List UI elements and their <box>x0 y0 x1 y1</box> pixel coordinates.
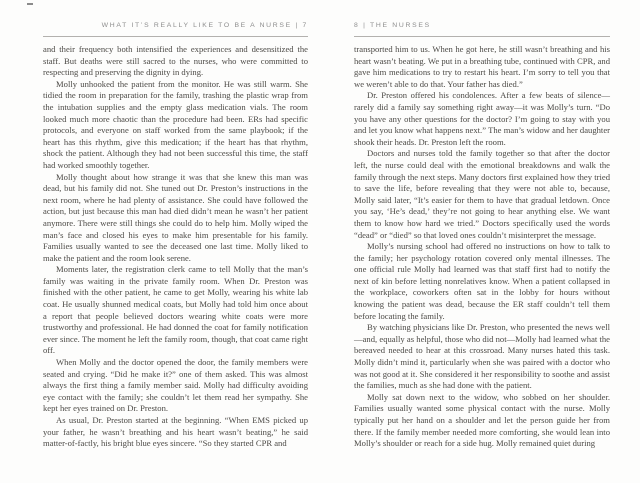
paragraph: transported him to us. When he got here, he still wasn’t breathing and his heart wasn’t beating. We put in a breathing tube, continued with CPR, and gave him medications to try to restart his heart. I’m sorry to tell you that we weren’t able to do that. Your father has died.” <box>354 44 610 89</box>
right-running-header <box>354 21 610 37</box>
paragraph: When Molly and the doctor opened the door, the family members were seated and crying. “Did he make it?” one of them asked. This was almost always the first thing a family member said. Molly had difficulty avoiding eye contact with the family; she couldn’t let them read her sympathy. She kept her eyes trained on Dr. Preston. <box>43 357 308 414</box>
left-running-header-text: WHAT IT’S REALLY LIKE TO BE A NURSE | 7 <box>101 22 308 29</box>
paragraph: Doctors and nurses told the family together so that after the doctor left, the nurse could deal with the emotional breakdowns and walk the family through the next steps. Many doctors first explained how they tried to save the life, before revealing that they were not able to, because, Molly said later, “It’s easier for them to have that gradual letdown. Once you say, ‘He’s dead,’ they’re not going to hear anything else. We want them to know how hard we tried.” Doctors specifically used the words “dead” or “died” so that loved ones couldn’t misinterpret the message. <box>354 148 610 240</box>
scan-artifact-mark <box>27 3 33 5</box>
paragraph: Moments later, the registration clerk came to tell Molly that the man’s family was waiting in the private family room. When Dr. Preston was finished with the other patient, he came to get Molly, wearing his white lab coat. He usually shunned medical coats, but Molly had told him once about a report that people believed doctors wearing white coats were more trustworthy and professional. He had donned the coat for family notification ever since. The moment he left the family room, though, that coat came right off. <box>43 264 308 356</box>
paragraph: Molly sat down next to the widow, who sobbed on her shoulder. Families usually wanted some physical contact with the nurse. Molly typically put her hand on a shoulder and let the person guide her from there. If the family member needed more comforting, she would lean into Molly’s shoulder or reach for a side hug. Molly remained quiet during <box>354 391 610 449</box>
right-page <box>354 0 610 483</box>
paragraph: Molly thought about how strange it was that she knew this man was dead, but his family did not. She tuned out Dr. Preston’s instructions in the next room, where he had plenty of assistance. She could have followed the action, but just because this man had died didn’t mean he wasn’t her patient anymore. There were still things she could do to help him. Molly wiped the man’s face and closed his eyes to make him presentable for his family. Families usually wanted to see the deceased one last time. Molly liked to make the patient and the room look serene. <box>43 171 308 263</box>
paragraph: As usual, Dr. Preston started at the beginning. “When EMS picked up your father, he wasn’t breathing and his heart wasn’t beating,” he said matter-of-factly, his bright blue eyes sincere. “So they started CPR and <box>43 415 308 449</box>
right-running-header-text: 8 | THE NURSES <box>354 22 431 29</box>
paragraph: Dr. Preston offered his condolences. After a few beats of silence—rarely did a family say something right away—it was Molly’s turn. “Do you have any other questions for the doctor? I’m going to stay with you and let you know what happens next.” The man’s widow and her daughter shook their heads. Dr. Preston left the room. <box>354 90 610 147</box>
left-running-header <box>43 21 308 37</box>
left-page-body <box>43 44 308 450</box>
right-page-body <box>354 44 610 450</box>
paragraph: and their frequency both intensified the experiences and desensitized the staff. But deaths were still sacred to the nurses, who were committed to respecting and preserving the dignity in dying. <box>43 44 308 78</box>
left-page <box>43 0 308 483</box>
paragraph: Molly’s nursing school had offered no instructions on how to talk to the family; her psychology rotation covered only mental illnesses. The one official rule Molly had learned was that staff first had to notify the next of kin before letting nonrelatives know. When a patient collapsed in the workplace, coworkers often sat in the lobby for hours without knowing the patient was dead, because the ER staff couldn’t tell them before locating the family. <box>354 241 610 321</box>
paragraph: Molly unhooked the patient from the monitor. He was still warm. She tidied the room in preparation for the family, trashing the plastic wrap from the intubation supplies and the empty glass medication vials. The room looked much more chaotic than the procedure had been. ERs had specific protocols, and everyone on staff worked from the same playbook; if the heart has this rhythm, give this medication; if the heart has that rhythm, shock the patient. Although they had not been successful this time, the staff had worked smoothly together. <box>43 78 308 170</box>
paragraph: By watching physicians like Dr. Preston, who presented the news well—and, equally as helpful, those who did not—Molly had learned what the bereaved needed to hear at this crossroad. Many nurses hated this task. Molly didn’t mind it, particularly when she was paired with a doctor who was not good at it. She considered it her responsibility to soothe and assist the families, much as she had done with the patient. <box>354 322 610 391</box>
